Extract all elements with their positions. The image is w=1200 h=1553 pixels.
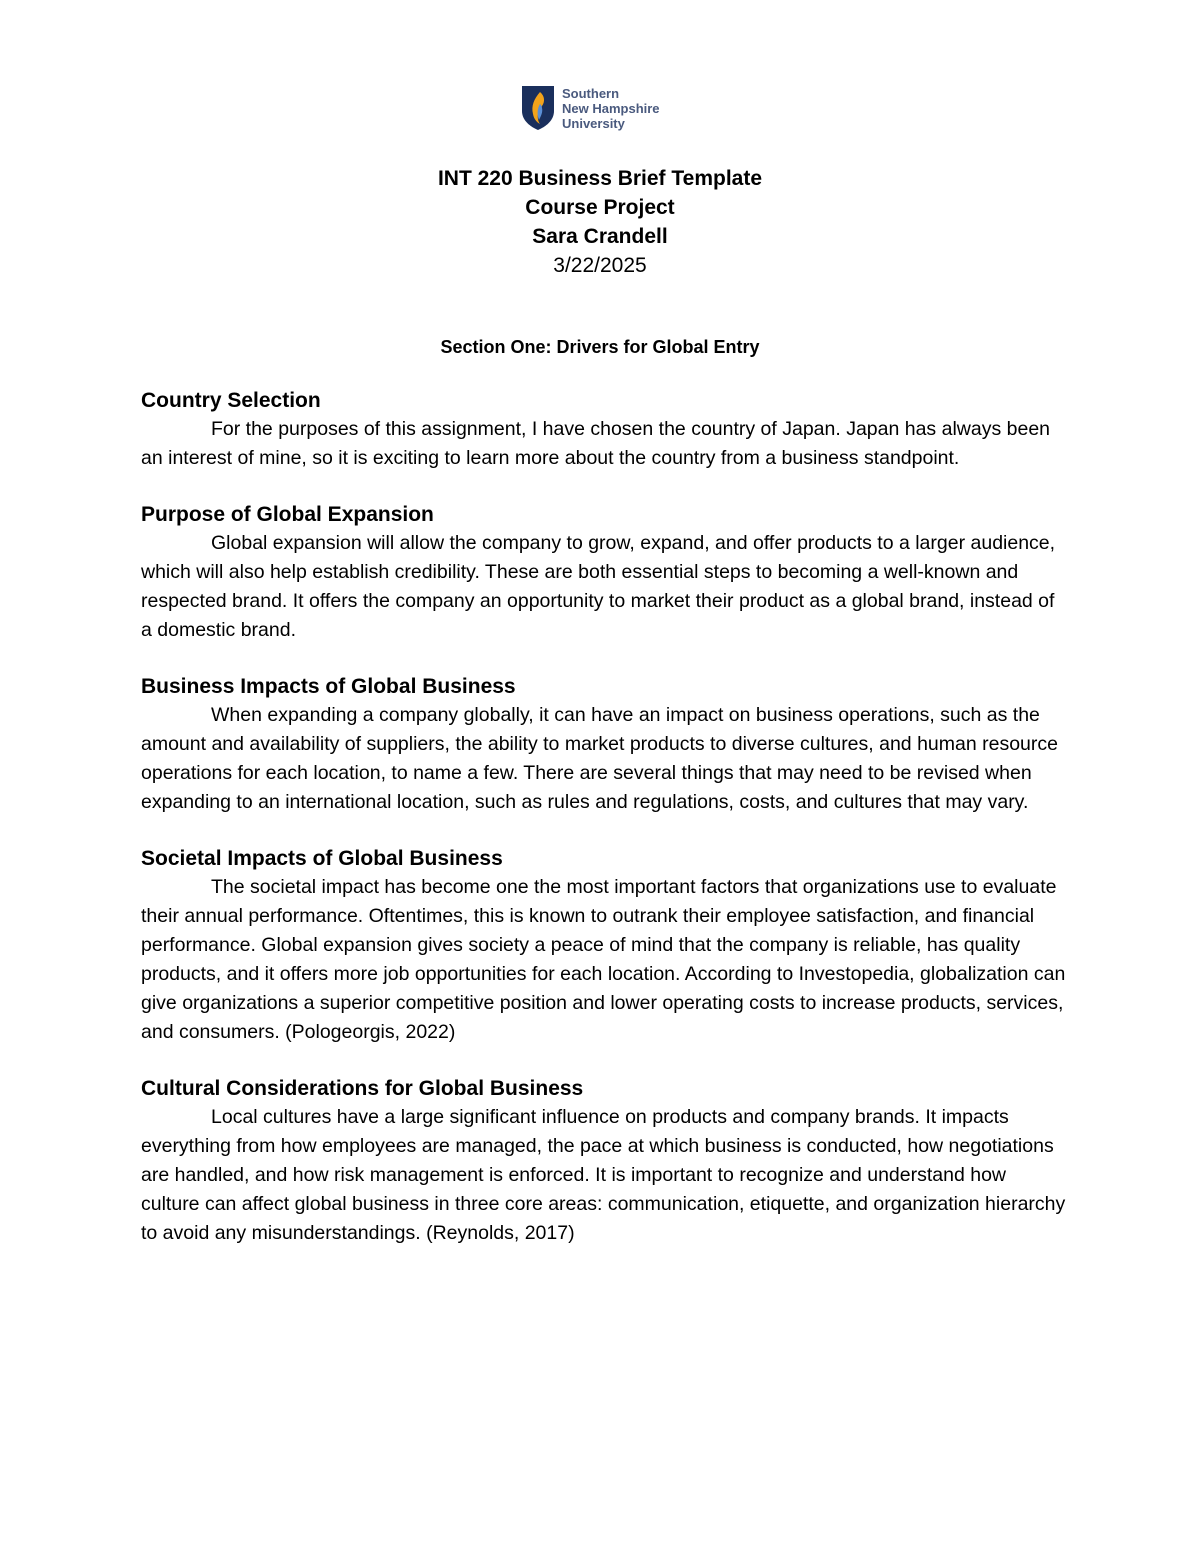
logo-wordmark — [562, 86, 660, 131]
document-date: 3/22/2025 — [553, 254, 647, 277]
document-body — [141, 386, 1066, 1275]
logo-line-2: New Hampshire — [562, 100, 660, 116]
author-name: Sara Crandell — [532, 225, 668, 248]
subsection-purpose — [141, 500, 1066, 645]
logo-line-3: University — [562, 115, 625, 131]
subsection-heading: Country Selection — [141, 389, 321, 412]
university-logo — [521, 84, 660, 132]
subsection-paragraph: For the purposes of this assignment, I have chosen the country of Japan. Japan has always been an interest of mine, so it is exciting to learn more about the country from a business standpoint. — [141, 418, 1051, 469]
subsection-societal-impacts — [141, 844, 1066, 1047]
logo-line-1: Southern — [562, 85, 620, 101]
subsection-paragraph: Global expansion will allow the company to grow, expand, and offer products to a larger audience, which will also help establish credibility. These are both essential steps to becoming a well-known and respected brand. It offers the company an opportunity to market their product as a global brand, instead of a domestic brand. — [141, 532, 1056, 641]
shield-flame-icon — [521, 85, 555, 131]
subsection-cultural-considerations — [141, 1074, 1066, 1248]
title-block — [0, 164, 1200, 280]
subsection-heading: Cultural Considerations for Global Business — [141, 1077, 584, 1100]
subsection-heading: Societal Impacts of Global Business — [141, 847, 503, 870]
subsection-paragraph: When expanding a company globally, it can have an impact on business operations, such as the amount and availability of suppliers, the ability to market products to diverse cultures, and human resource operations for each location, to name a few. There are several things that may need to be revised when expanding to an international location, such as rules and regulations, costs, and cultures that may vary. — [141, 704, 1058, 813]
subsection-heading: Purpose of Global Expansion — [141, 503, 434, 526]
document-title: INT 220 Business Brief Template — [437, 167, 763, 190]
course-project-label: Course Project — [525, 196, 675, 219]
subsection-country-selection — [141, 386, 1066, 473]
section-heading: Section One: Drivers for Global Entry — [440, 337, 760, 357]
subsection-paragraph: The societal impact has become one the most important factors that organizations use to evaluate their annual performance. Oftentimes, this is known to outrank their employee satisfaction, and financial performance. Global expansion gives society a peace of mind that the company is reliable, has quality products, and it offers more job opportunities for each location. According to Investopedia, globalization can give organizations a superior competitive position and lower operating costs to increase products, services, and consumers. (Pologeorgis, 2022) — [141, 876, 1066, 1043]
subsection-business-impacts — [141, 672, 1066, 817]
subsection-heading: Business Impacts of Global Business — [141, 675, 516, 698]
subsection-paragraph: Local cultures have a large significant influence on products and company brands. It impacts everything from how employees are managed, the pace at which business is conducted, how negotiations are handled, and how risk management is enforced. It is important to recognize and understand how culture can affect global business in three core areas: communication, etiquette, and organization hierarchy to avoid any misunderstandings. (Reynolds, 2017) — [141, 1106, 1066, 1244]
